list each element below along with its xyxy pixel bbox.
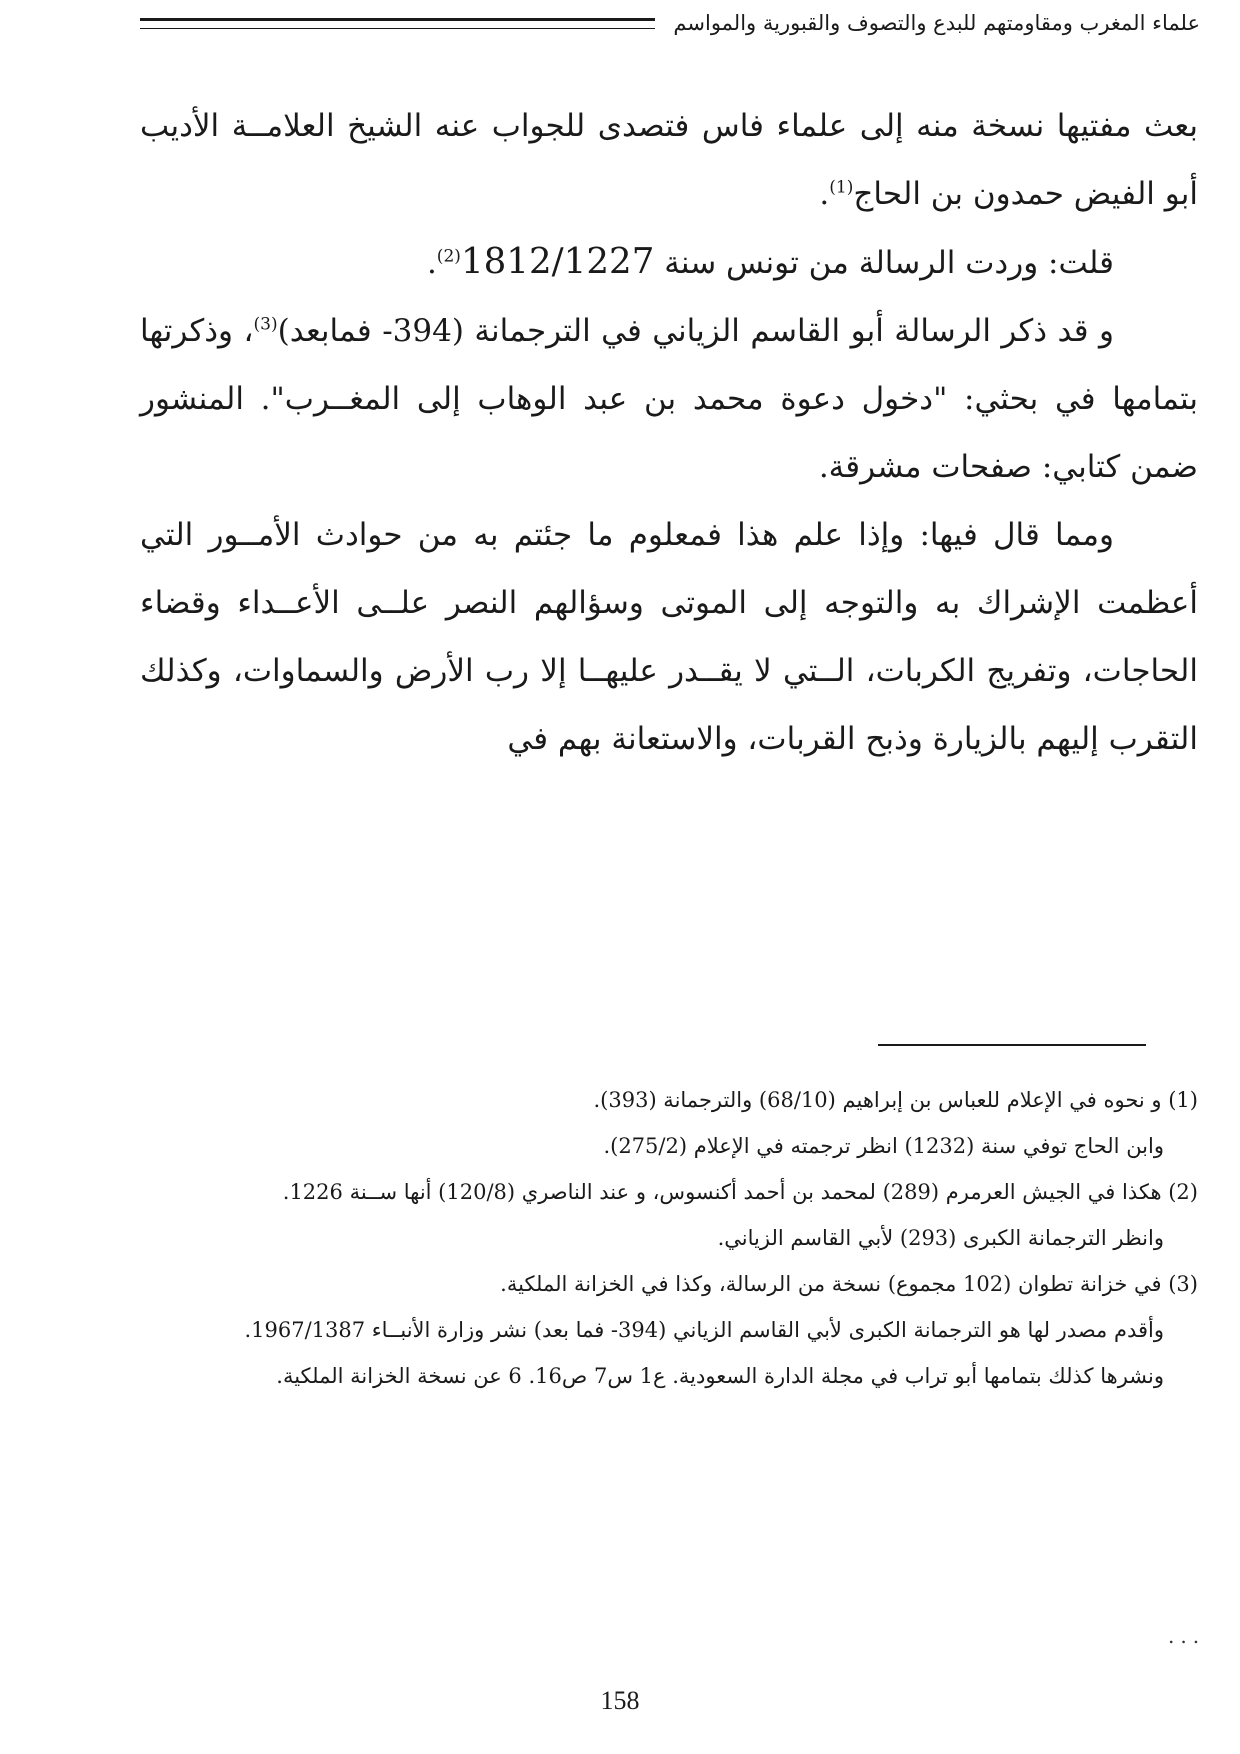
footnote-1: (1) و نحوه في الإعلام للعباس بن إبراهيم (68/10) والترجمانة (393). <box>593 1088 1198 1112</box>
paragraph-2-year: 1812/1227 <box>460 241 655 282</box>
footnote-3: (3) في خزانة تطوان (102 مجموع) نسخة من الرسالة، وكذا في الخزانة الملكية. <box>500 1272 1198 1296</box>
paragraph-3-text: و قد ذكر الرسالة أبو القاسم الزياني في الترجمانة (394- فمابعد) <box>277 313 1115 349</box>
footnotes <box>140 1080 1198 1402</box>
continuation-dots: ... <box>1168 1624 1206 1648</box>
paragraph-2-end: . <box>426 245 437 281</box>
paragraph-1-end: . <box>819 176 830 212</box>
header-double-rule <box>140 18 655 29</box>
running-header-title: علماء المغرب ومقاومتهم للبدع والتصوف والقبورية والمواسم <box>673 11 1200 35</box>
paragraph-3-end: ، وذكرتها بتمامها في بحثي: "دخول دعوة محمد بن عبد الوهاب إلى المغــرب". المنشور ضمن كتابي: صفحات مشرقة. <box>140 313 1198 485</box>
footnote-ref-3[interactable]: (3) <box>253 314 278 335</box>
footnote-ref-2[interactable]: (2) <box>436 246 461 267</box>
paragraph-2-text: قلت: وردت الرسالة من تونس سنة <box>654 245 1114 281</box>
footnote-1-continued: وابن الحاج توفي سنة (1232) انظر ترجمته في الإعلام (275/2). <box>603 1134 1164 1158</box>
paragraph-1-text: بعث مفتيها نسخة منه إلى علماء فاس فتصدى للجواب عنه الشيخ العلامــة الأديب أبو الفيض حمدون بن الحاج <box>140 108 1198 212</box>
paragraph-3 <box>140 297 1198 501</box>
footnote-separator <box>878 1044 1146 1046</box>
footnote-2: (2) هكذا في الجيش العرمرم (289) لمحمد بن أحمد أكنسوس، و عند الناصري (120/8) أنها ســنة 1226. <box>282 1180 1198 1204</box>
main-text <box>140 92 1198 773</box>
page-number: 158 <box>600 1686 640 1715</box>
footnote-3-continued-b: ونشرها كذلك بتمامها أبو تراب في مجلة الدارة السعودية. ع1 س7 ص16. 6 عن نسخة الخزانة الملكية. <box>276 1364 1164 1388</box>
footnote-ref-1[interactable]: (1) <box>829 177 854 198</box>
footnote-2-continued: وانظر الترجمانة الكبرى (293) لأبي القاسم الزياني. <box>717 1226 1164 1250</box>
paragraph-2 <box>140 228 1198 297</box>
paragraph-4: ومما قال فيها: وإذا علم هذا فمعلوم ما جئتم به من حوادث الأمــور التي أعظمت الإشراك به والتوجه إلى الموتى وسؤالهم النصر علــى الأعــداء وقضاء الحاجات، وتفريج الكربات، الــتي لا يقــدر عليهــا إلا رب الأرض والسماوات، وكذلك التقرب إليهم بالزيارة وذبح القربات، والاستعانة بهم في <box>140 517 1198 757</box>
footnote-3-continued-a: وأقدم مصدر لها هو الترجمانة الكبرى لأبي القاسم الزياني (394- فما بعد) نشر وزارة الأنبــاء 1967/1387. <box>244 1318 1164 1342</box>
running-header <box>140 8 1200 38</box>
paragraph-1 <box>140 92 1198 228</box>
